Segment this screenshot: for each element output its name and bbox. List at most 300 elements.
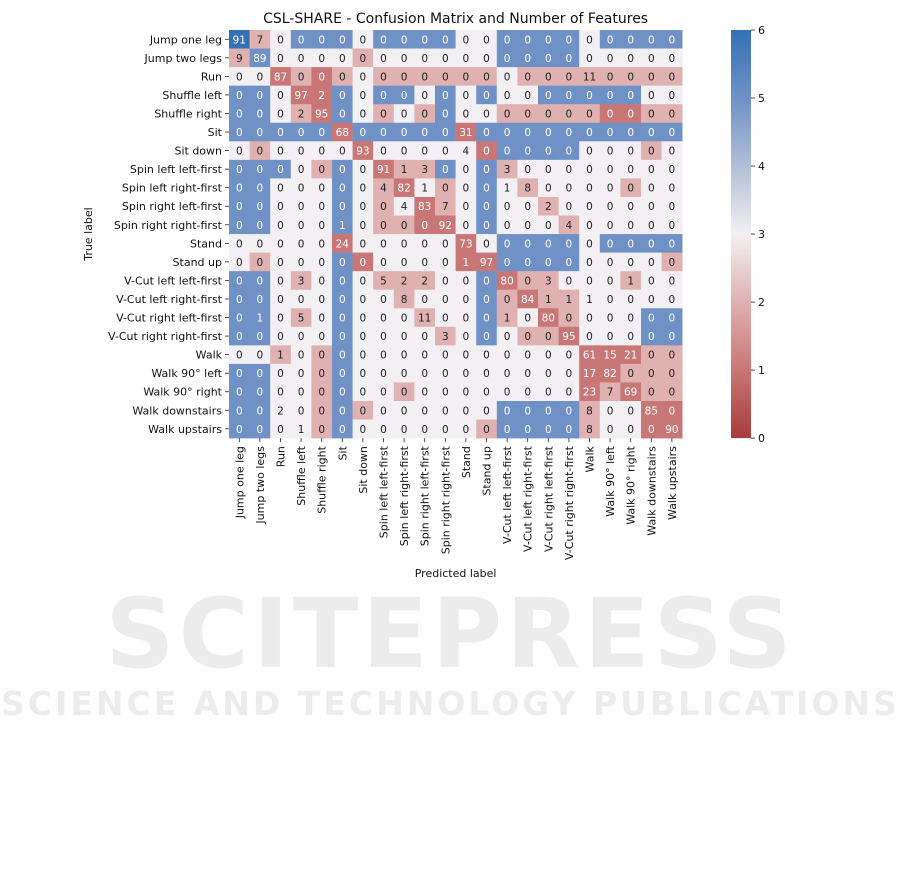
colorbar-tick-label: 3: [758, 228, 765, 242]
cell-value-label: 0: [503, 219, 511, 232]
cell-value-label: 0: [338, 293, 346, 306]
cell-value-label: 0: [462, 89, 470, 102]
cell-value-label: 0: [668, 145, 676, 158]
cell-value-label: 0: [441, 127, 449, 140]
cell-value-label: 0: [235, 256, 243, 269]
cell-value-label: 0: [380, 423, 387, 436]
cell-value-label: 0: [586, 108, 593, 121]
cell-value-label: 0: [380, 89, 387, 102]
cell-value-label: 0: [606, 52, 614, 65]
cell-value-label: 0: [441, 34, 449, 47]
cell-value-label: 0: [297, 145, 305, 158]
cell-value-label: 0: [400, 405, 408, 418]
cell-value-label: 0: [565, 386, 573, 399]
y-tick-label: Jump one leg: [149, 33, 222, 47]
cell-value-label: 93: [356, 145, 370, 158]
cell-value-label: 0: [565, 52, 573, 65]
cell-value-label: 0: [277, 52, 284, 65]
cell-value-label: 2: [297, 108, 305, 121]
cell-value-label: 1: [565, 293, 573, 306]
colorbar: [731, 30, 751, 438]
cell-value-label: 0: [627, 34, 635, 47]
x-tick-label: Walk upstairs: [665, 446, 679, 520]
y-tick-label: Sit: [207, 126, 222, 140]
cell-value-label: 0: [277, 145, 284, 158]
cell-value-label: 0: [441, 71, 449, 84]
cell-value-label: 0: [524, 423, 532, 436]
cell-value-label: 0: [297, 52, 305, 65]
cell-value-label: 0: [462, 71, 470, 84]
cell-value-label: 0: [359, 127, 367, 140]
cell-value-label: 1: [297, 423, 305, 436]
colorbar-tick-label: 5: [758, 92, 765, 106]
cell-value-label: 0: [483, 405, 490, 418]
cell-value-label: 1: [503, 182, 511, 195]
cell-value-label: 0: [359, 349, 367, 362]
cell-value-label: 0: [441, 349, 449, 362]
cell-value-label: 68: [335, 127, 349, 140]
cell-value-label: 0: [380, 52, 387, 65]
colorbar-tick-label: 0: [758, 432, 765, 446]
cell-value-label: 0: [297, 293, 305, 306]
cell-value-label: 0: [565, 145, 573, 158]
cell-value-label: 0: [503, 293, 511, 306]
cell-value-label: 0: [359, 331, 367, 344]
cell-value-label: 1: [462, 256, 470, 269]
x-tick-label: Spin right left-first: [418, 446, 432, 547]
cell-value-label: 0: [524, 312, 532, 325]
cell-value-label: 0: [297, 238, 305, 251]
cell-value-label: 0: [606, 71, 614, 84]
cell-value-label: 0: [380, 238, 387, 251]
cell-value-label: 0: [400, 386, 408, 399]
y-tick-label: Spin right left-first: [121, 200, 222, 214]
cell-value-label: 0: [359, 52, 367, 65]
cell-value-label: 0: [627, 238, 635, 251]
cell-value-label: 1: [256, 312, 264, 325]
watermark-logo: SCITEPRESS: [105, 578, 796, 690]
cell-value-label: 0: [318, 312, 326, 325]
cell-value-label: 0: [462, 34, 470, 47]
cell-value-label: 0: [606, 182, 614, 195]
cell-value-label: 0: [297, 368, 305, 381]
cell-value-label: 0: [565, 108, 573, 121]
cell-value-label: 0: [503, 89, 511, 102]
y-tick-label: Spin right right-first: [113, 218, 222, 232]
cell-value-label: 0: [668, 256, 676, 269]
cell-value-label: 0: [565, 182, 573, 195]
x-tick-label: Jump two legs: [253, 446, 267, 524]
cell-value-label: 0: [400, 238, 408, 251]
cell-value-label: 0: [400, 127, 408, 140]
cell-value-label: 1: [421, 182, 429, 195]
cell-value-label: 0: [380, 349, 387, 362]
y-tick-label: Run: [200, 70, 222, 84]
cell-value-label: 0: [503, 145, 511, 158]
cell-value-label: 97: [479, 256, 494, 269]
cell-value-label: 0: [586, 219, 593, 232]
cell-value-label: 0: [586, 34, 593, 47]
cell-value-label: 0: [647, 201, 655, 214]
cell-value-label: 82: [397, 182, 411, 195]
cell-value-label: 0: [277, 293, 284, 306]
cell-value-label: 73: [459, 238, 473, 251]
cell-value-label: 0: [647, 423, 655, 436]
cell-value-label: 0: [668, 219, 676, 232]
cell-value-label: 0: [647, 386, 655, 399]
cell-value-label: 0: [256, 127, 264, 140]
cell-value-label: 0: [256, 368, 264, 381]
cell-value-label: 0: [586, 201, 593, 214]
cell-value-label: 0: [318, 423, 326, 436]
cell-value-label: 0: [668, 275, 676, 288]
x-tick-label: Spin left left-first: [377, 446, 391, 539]
cell-value-label: 7: [606, 386, 614, 399]
cell-value-label: 1: [277, 349, 284, 362]
cell-value-label: 0: [606, 219, 614, 232]
y-tick-label: Walk 90° left: [151, 367, 222, 381]
cell-value-label: 0: [441, 423, 449, 436]
cell-value-label: 0: [565, 423, 573, 436]
cell-value-label: 0: [235, 331, 243, 344]
cell-value-label: 0: [647, 238, 655, 251]
cell-value-label: 0: [565, 238, 573, 251]
cell-value-label: 0: [318, 34, 326, 47]
x-tick-label: Sit: [336, 446, 350, 461]
cell-value-label: 0: [421, 405, 429, 418]
cell-value-label: 0: [338, 164, 346, 177]
cell-value-label: 0: [256, 386, 264, 399]
cell-value-label: 0: [462, 331, 470, 344]
cell-value-label: 0: [256, 275, 264, 288]
cell-value-label: 0: [462, 405, 470, 418]
cell-value-label: 4: [380, 182, 387, 195]
cell-value-label: 0: [565, 71, 573, 84]
y-tick-label: Jump two legs: [144, 51, 222, 65]
cell-value-label: 0: [606, 256, 614, 269]
cell-value-label: 0: [338, 386, 346, 399]
cell-value-label: 8: [400, 293, 408, 306]
y-axis-label: True label: [82, 207, 95, 261]
cell-value-label: 0: [338, 71, 346, 84]
cell-value-label: 0: [647, 368, 655, 381]
cell-value-label: 0: [668, 368, 676, 381]
cell-value-label: 85: [644, 405, 658, 418]
cell-value-label: 0: [462, 423, 470, 436]
cell-value-label: 0: [359, 423, 367, 436]
cell-value-label: 0: [441, 405, 449, 418]
cell-value-label: 8: [586, 405, 593, 418]
cell-value-label: 0: [318, 52, 326, 65]
cell-value-label: 0: [647, 219, 655, 232]
cell-value-label: 0: [421, 423, 429, 436]
cell-value-label: 0: [668, 108, 676, 121]
cell-value-label: 1: [586, 293, 593, 306]
cell-value-label: 0: [647, 52, 655, 65]
cell-value-label: 0: [235, 405, 243, 418]
cell-value-label: 0: [647, 182, 655, 195]
cell-value-label: 0: [627, 312, 635, 325]
cell-value-label: 0: [318, 405, 326, 418]
cell-value-label: 0: [586, 127, 593, 140]
cell-value-label: 1: [338, 219, 346, 232]
cell-value-label: 0: [627, 164, 635, 177]
cell-value-label: 0: [277, 238, 284, 251]
y-tick-label: Spin left left-first: [129, 163, 222, 177]
cell-value-label: 0: [400, 52, 408, 65]
cell-value-label: 0: [668, 182, 676, 195]
cell-value-label: 0: [524, 34, 532, 47]
cell-value-label: 0: [544, 386, 552, 399]
x-axis-label: Predicted label: [414, 567, 497, 580]
cell-value-label: 0: [380, 127, 387, 140]
cell-value-label: 0: [565, 405, 573, 418]
cell-value-label: 21: [624, 349, 638, 362]
cell-value-label: 0: [503, 127, 511, 140]
cell-value-label: 0: [235, 108, 243, 121]
cell-value-label: 2: [400, 275, 408, 288]
cell-value-label: 0: [586, 256, 593, 269]
cell-value-label: 0: [380, 312, 387, 325]
cell-value-label: 2: [277, 405, 284, 418]
cell-value-label: 0: [503, 386, 511, 399]
cell-value-label: 0: [586, 164, 593, 177]
cell-value-label: 0: [462, 219, 470, 232]
cell-value-label: 0: [524, 386, 532, 399]
cell-value-label: 0: [647, 108, 655, 121]
cell-value-label: 0: [503, 201, 511, 214]
cell-value-label: 0: [483, 201, 490, 214]
cell-value-label: 0: [359, 219, 367, 232]
y-tick-label: Shuffle left: [162, 88, 222, 102]
cell-value-label: 0: [462, 349, 470, 362]
cell-value-label: 0: [380, 71, 387, 84]
cell-value-label: 0: [483, 423, 490, 436]
cell-value-label: 0: [524, 52, 532, 65]
cell-value-label: 0: [586, 145, 593, 158]
cell-value-label: 8: [586, 423, 593, 436]
cell-value-label: 0: [441, 256, 449, 269]
cell-value-label: 0: [462, 293, 470, 306]
cell-value-label: 0: [524, 89, 532, 102]
cell-value-label: 0: [441, 312, 449, 325]
cell-value-label: 0: [627, 71, 635, 84]
cell-value-label: 0: [668, 331, 676, 344]
cell-value-label: 0: [668, 405, 676, 418]
cell-value-label: 0: [668, 127, 676, 140]
cell-value-label: 0: [627, 331, 635, 344]
cell-value-label: 0: [441, 368, 449, 381]
cell-value-label: 0: [297, 34, 305, 47]
cell-value-label: 0: [441, 52, 449, 65]
cell-value-label: 0: [256, 423, 264, 436]
cell-value-label: 0: [647, 145, 655, 158]
cell-value-label: 0: [462, 164, 470, 177]
cell-value-label: 3: [441, 331, 449, 344]
cell-value-label: 0: [647, 71, 655, 84]
cell-value-label: 0: [277, 386, 284, 399]
cell-value-label: 80: [500, 275, 514, 288]
cell-value-label: 0: [297, 127, 305, 140]
cell-value-label: 0: [400, 108, 408, 121]
cell-value-label: 0: [565, 256, 573, 269]
cell-value-label: 0: [400, 71, 408, 84]
cell-value-label: 0: [606, 108, 614, 121]
cell-value-label: 0: [462, 52, 470, 65]
cell-value-label: 5: [380, 275, 387, 288]
cell-value-label: 0: [565, 127, 573, 140]
cell-value-label: 0: [606, 145, 614, 158]
cell-value-label: 0: [297, 71, 305, 84]
cell-value-label: 0: [483, 331, 490, 344]
cell-value-label: 0: [421, 71, 429, 84]
cell-value-label: 97: [294, 89, 308, 102]
cell-value-label: 0: [606, 238, 614, 251]
cell-value-label: 0: [338, 275, 346, 288]
cell-value-label: 31: [459, 127, 473, 140]
cell-value-label: 0: [565, 312, 573, 325]
cell-value-label: 0: [606, 201, 614, 214]
cell-value-label: 0: [421, 145, 429, 158]
cell-value-label: 0: [338, 145, 346, 158]
cell-value-label: 0: [338, 423, 346, 436]
cell-value-label: 0: [668, 386, 676, 399]
cell-value-label: 0: [503, 349, 511, 362]
cell-value-label: 0: [462, 386, 470, 399]
cell-value-label: 0: [483, 219, 490, 232]
cell-value-label: 0: [647, 349, 655, 362]
cell-value-label: 0: [565, 164, 573, 177]
cell-value-label: 0: [380, 405, 387, 418]
cell-value-label: 0: [277, 331, 284, 344]
cell-value-label: 0: [318, 368, 326, 381]
x-tick-label: Jump one leg: [233, 446, 247, 519]
cell-value-label: 0: [544, 71, 552, 84]
cell-value-label: 0: [380, 256, 387, 269]
cell-value-label: 0: [380, 293, 387, 306]
cell-value-label: 0: [586, 182, 593, 195]
y-tick-label: Walk: [195, 348, 222, 362]
y-tick-label: V-Cut left right-first: [116, 292, 222, 306]
cell-value-label: 0: [277, 256, 284, 269]
cell-value-label: 0: [503, 52, 511, 65]
cell-value-label: 0: [256, 182, 264, 195]
cell-value-label: 0: [503, 331, 511, 344]
cell-value-label: 0: [503, 34, 511, 47]
cell-value-label: 0: [503, 405, 511, 418]
cell-value-label: 0: [524, 256, 532, 269]
cell-value-label: 0: [318, 238, 326, 251]
x-tick-label: Run: [274, 446, 288, 468]
cell-value-label: 0: [627, 145, 635, 158]
cell-value-label: 0: [380, 368, 387, 381]
cell-value-label: 0: [524, 108, 532, 121]
cell-value-label: 0: [235, 127, 243, 140]
cell-value-label: 80: [541, 312, 555, 325]
cell-value-label: 0: [544, 164, 552, 177]
cell-value-label: 92: [438, 219, 452, 232]
cell-value-label: 0: [441, 275, 449, 288]
cell-value-label: 0: [647, 275, 655, 288]
cell-value-label: 0: [441, 89, 449, 102]
cell-value-label: 0: [462, 108, 470, 121]
cell-value-label: 0: [318, 145, 326, 158]
watermark-tagline: SCIENCE AND TECHNOLOGY PUBLICATIONS: [1, 684, 900, 723]
cell-value-label: 0: [380, 145, 387, 158]
cell-value-label: 24: [335, 238, 349, 251]
cell-value-label: 7: [441, 201, 449, 214]
cell-value-label: 0: [606, 275, 614, 288]
cell-value-label: 0: [338, 256, 346, 269]
cell-value-label: 0: [544, 52, 552, 65]
cell-value-label: 0: [277, 368, 284, 381]
cell-value-label: 69: [624, 386, 638, 399]
cell-value-label: 0: [338, 349, 346, 362]
cell-value-label: 0: [441, 108, 449, 121]
cell-value-label: 0: [483, 164, 490, 177]
cell-value-label: 0: [544, 219, 552, 232]
cell-value-label: 0: [421, 331, 429, 344]
cell-value-label: 0: [441, 386, 449, 399]
cell-value-label: 0: [483, 238, 490, 251]
cell-value-label: 0: [256, 108, 264, 121]
cell-value-label: 0: [627, 368, 635, 381]
y-tick-label: V-Cut right right-first: [108, 330, 222, 344]
cell-value-label: 0: [380, 331, 387, 344]
cell-value-label: 0: [647, 293, 655, 306]
cell-value-label: 0: [524, 238, 532, 251]
cell-value-label: 0: [668, 238, 676, 251]
cell-value-label: 0: [668, 349, 676, 362]
cell-value-label: 0: [627, 108, 635, 121]
cell-value-label: 0: [524, 164, 532, 177]
cell-value-label: 0: [235, 423, 243, 436]
cell-value-label: 0: [647, 312, 655, 325]
cell-value-label: 0: [483, 89, 490, 102]
x-tick-label: V-Cut right left-first: [542, 446, 556, 553]
cell-value-label: 0: [400, 219, 408, 232]
cell-value-label: 0: [668, 312, 676, 325]
x-tick-label: Shuffle left: [295, 446, 309, 506]
cell-value-label: 0: [586, 331, 593, 344]
cell-value-label: 91: [232, 34, 246, 47]
cell-value-label: 0: [483, 312, 490, 325]
cell-value-label: 0: [606, 423, 614, 436]
cell-value-label: 0: [668, 201, 676, 214]
cell-value-label: 0: [503, 256, 511, 269]
cell-value-label: 17: [582, 368, 597, 381]
cell-value-label: 0: [647, 331, 655, 344]
cell-value-label: 0: [235, 145, 243, 158]
cell-value-label: 83: [418, 201, 432, 214]
cell-value-label: 0: [380, 386, 387, 399]
cell-value-label: 0: [441, 145, 449, 158]
cell-value-label: 0: [647, 34, 655, 47]
cell-value-label: 0: [277, 275, 284, 288]
cell-value-label: 0: [524, 349, 532, 362]
cell-value-label: 0: [297, 164, 305, 177]
cell-value-label: 0: [400, 145, 408, 158]
cell-value-label: 4: [400, 201, 408, 214]
cell-value-label: 0: [359, 275, 367, 288]
cell-value-label: 0: [668, 293, 676, 306]
cell-value-label: 95: [315, 108, 329, 121]
cell-value-label: 0: [421, 349, 429, 362]
cell-value-label: 0: [297, 219, 305, 232]
y-tick-label: V-Cut right left-first: [116, 311, 222, 325]
cell-value-label: 8: [524, 182, 532, 195]
cell-value-label: 0: [318, 201, 326, 214]
